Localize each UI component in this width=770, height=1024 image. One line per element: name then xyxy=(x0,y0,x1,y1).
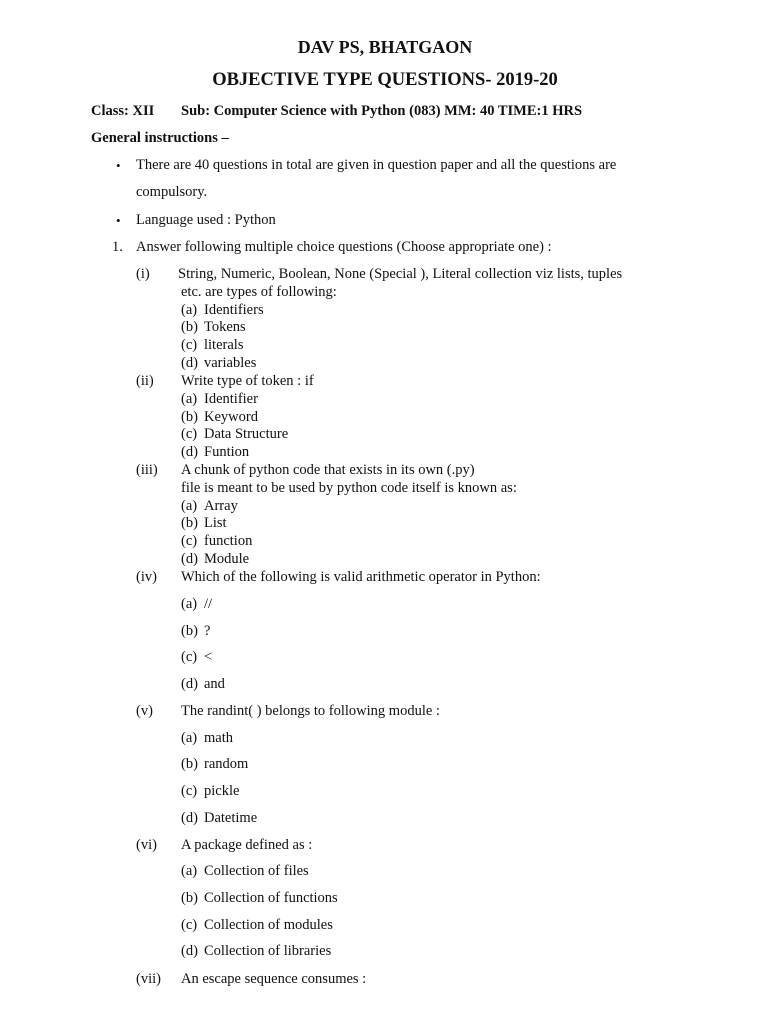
option-letter: (a) xyxy=(181,302,198,318)
option-letter: (d) xyxy=(181,444,198,460)
option-text: and xyxy=(204,676,225,692)
question-number: (ii) xyxy=(136,373,154,389)
question-text: Write type of token : if xyxy=(181,373,314,389)
option-letter: (a) xyxy=(181,498,198,514)
option-text: Tokens xyxy=(204,319,246,335)
option-text: Collection of libraries xyxy=(204,943,332,959)
option-letter: (d) xyxy=(181,943,198,959)
school-name: DAV PS, BHATGAON xyxy=(297,37,473,57)
option-letter: (b) xyxy=(181,515,198,531)
option-letter: (c) xyxy=(181,533,198,549)
section-text: Answer following multiple choice questions (Choose appropriate one) : xyxy=(136,239,552,255)
option-letter: (c) xyxy=(181,337,198,353)
class-label: Class: XII xyxy=(91,103,155,119)
option-text: Collection of functions xyxy=(204,890,338,906)
question-text: A chunk of python code that exists in its own (.py) xyxy=(181,462,475,478)
option-letter: (b) xyxy=(181,756,198,772)
option-text: < xyxy=(204,649,213,665)
option-text: variables xyxy=(204,355,257,371)
question-number: (iv) xyxy=(136,569,157,585)
question-number: (i) xyxy=(136,266,150,282)
option-text: Identifiers xyxy=(204,302,264,318)
question-number: (vi) xyxy=(136,837,157,853)
option-letter: (c) xyxy=(181,917,198,933)
option-letter: (b) xyxy=(181,319,198,335)
question-text: A package defined as : xyxy=(181,837,313,853)
option-letter: (b) xyxy=(181,890,198,906)
option-letter: (c) xyxy=(181,783,198,799)
option-text: Collection of files xyxy=(204,863,309,879)
bullet-icon: • xyxy=(116,158,121,173)
option-letter: (b) xyxy=(181,409,198,425)
option-text: literals xyxy=(204,337,244,353)
option-text: Array xyxy=(204,498,238,514)
question-text: etc. are types of following: xyxy=(181,284,337,300)
option-letter: (d) xyxy=(181,551,198,567)
option-letter: (a) xyxy=(181,863,198,879)
option-letter: (d) xyxy=(181,810,198,826)
question-number: (vii) xyxy=(136,971,161,987)
option-letter: (c) xyxy=(181,426,198,442)
option-text: math xyxy=(204,730,233,746)
option-text: random xyxy=(204,756,249,772)
option-text: Funtion xyxy=(204,444,250,460)
question-number: (v) xyxy=(136,703,153,719)
bullet-icon: • xyxy=(116,213,121,228)
instruction-2: Language used : Python xyxy=(136,212,276,228)
option-text: List xyxy=(204,515,227,531)
instructions-heading: General instructions – xyxy=(91,130,229,146)
option-text: Identifier xyxy=(204,391,258,407)
option-text: function xyxy=(204,533,253,549)
option-letter: (d) xyxy=(181,676,198,692)
option-letter: (a) xyxy=(181,596,198,612)
option-text: // xyxy=(204,596,213,612)
option-text: Datetime xyxy=(204,810,258,826)
instruction-1-line-1: There are 40 questions in total are given in question paper and all the questions are xyxy=(136,157,617,173)
option-text: Module xyxy=(204,551,250,567)
option-letter: (b) xyxy=(181,623,198,639)
option-letter: (d) xyxy=(181,355,198,371)
question-text: The randint( ) belongs to following module : xyxy=(181,703,440,719)
question-text: An escape sequence consumes : xyxy=(181,971,367,987)
option-text: ? xyxy=(204,623,211,639)
option-text: pickle xyxy=(204,783,240,799)
question-number: (iii) xyxy=(136,462,158,478)
option-text: Collection of modules xyxy=(204,917,333,933)
option-text: Keyword xyxy=(204,409,258,425)
instruction-1-line-2: compulsory. xyxy=(136,184,208,200)
option-letter: (a) xyxy=(181,730,198,746)
section-number: 1. xyxy=(112,239,123,255)
question-text: file is meant to be used by python code itself is known as: xyxy=(181,480,517,496)
option-text: Data Structure xyxy=(204,426,289,442)
paper-title: OBJECTIVE TYPE QUESTIONS- 2019-20 xyxy=(212,70,558,90)
question-text: String, Numeric, Boolean, None (Special ), Literal collection viz lists, tuples xyxy=(178,266,623,282)
option-letter: (a) xyxy=(181,391,198,407)
subject-line: Sub: Computer Science with Python (083) MM: 40 TIME:1 HRS xyxy=(181,103,583,119)
option-letter: (c) xyxy=(181,649,198,665)
question-text: Which of the following is valid arithmetic operator in Python: xyxy=(181,569,541,585)
